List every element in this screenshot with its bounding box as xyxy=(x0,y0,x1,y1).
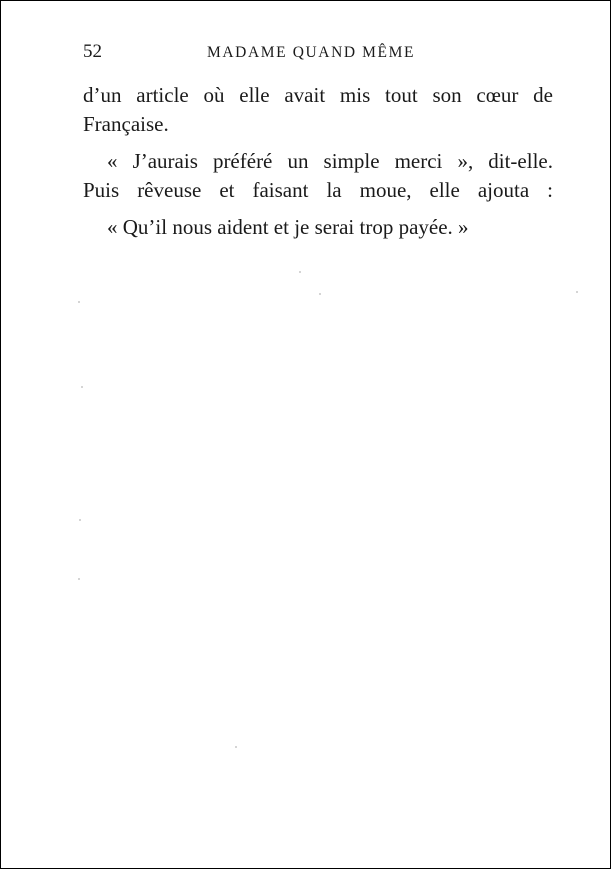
text-line: d’un article où elle avait mis tout son cœur de xyxy=(83,83,553,107)
scan-speck xyxy=(319,293,321,295)
running-title: MADAME QUAND MÊME xyxy=(207,44,416,61)
text-line: Puis rêveuse et faisant la moue, elle ajouta : xyxy=(83,178,553,202)
text-line: « Qu’il nous aident et je serai trop payée. » xyxy=(107,215,469,239)
page-header xyxy=(83,41,543,65)
scan-speck xyxy=(81,386,83,388)
text-line: « J’aurais préféré un simple merci », dit-elle. xyxy=(107,149,553,173)
scan-speck xyxy=(79,519,81,521)
scan-speck xyxy=(78,578,80,580)
body-text xyxy=(83,81,553,242)
text-line: Française. xyxy=(83,112,169,136)
scan-speck xyxy=(78,301,80,303)
scan-speck xyxy=(299,271,301,273)
scan-speck xyxy=(235,746,237,748)
page-number: 52 xyxy=(83,41,102,62)
scan-speck xyxy=(576,291,578,293)
